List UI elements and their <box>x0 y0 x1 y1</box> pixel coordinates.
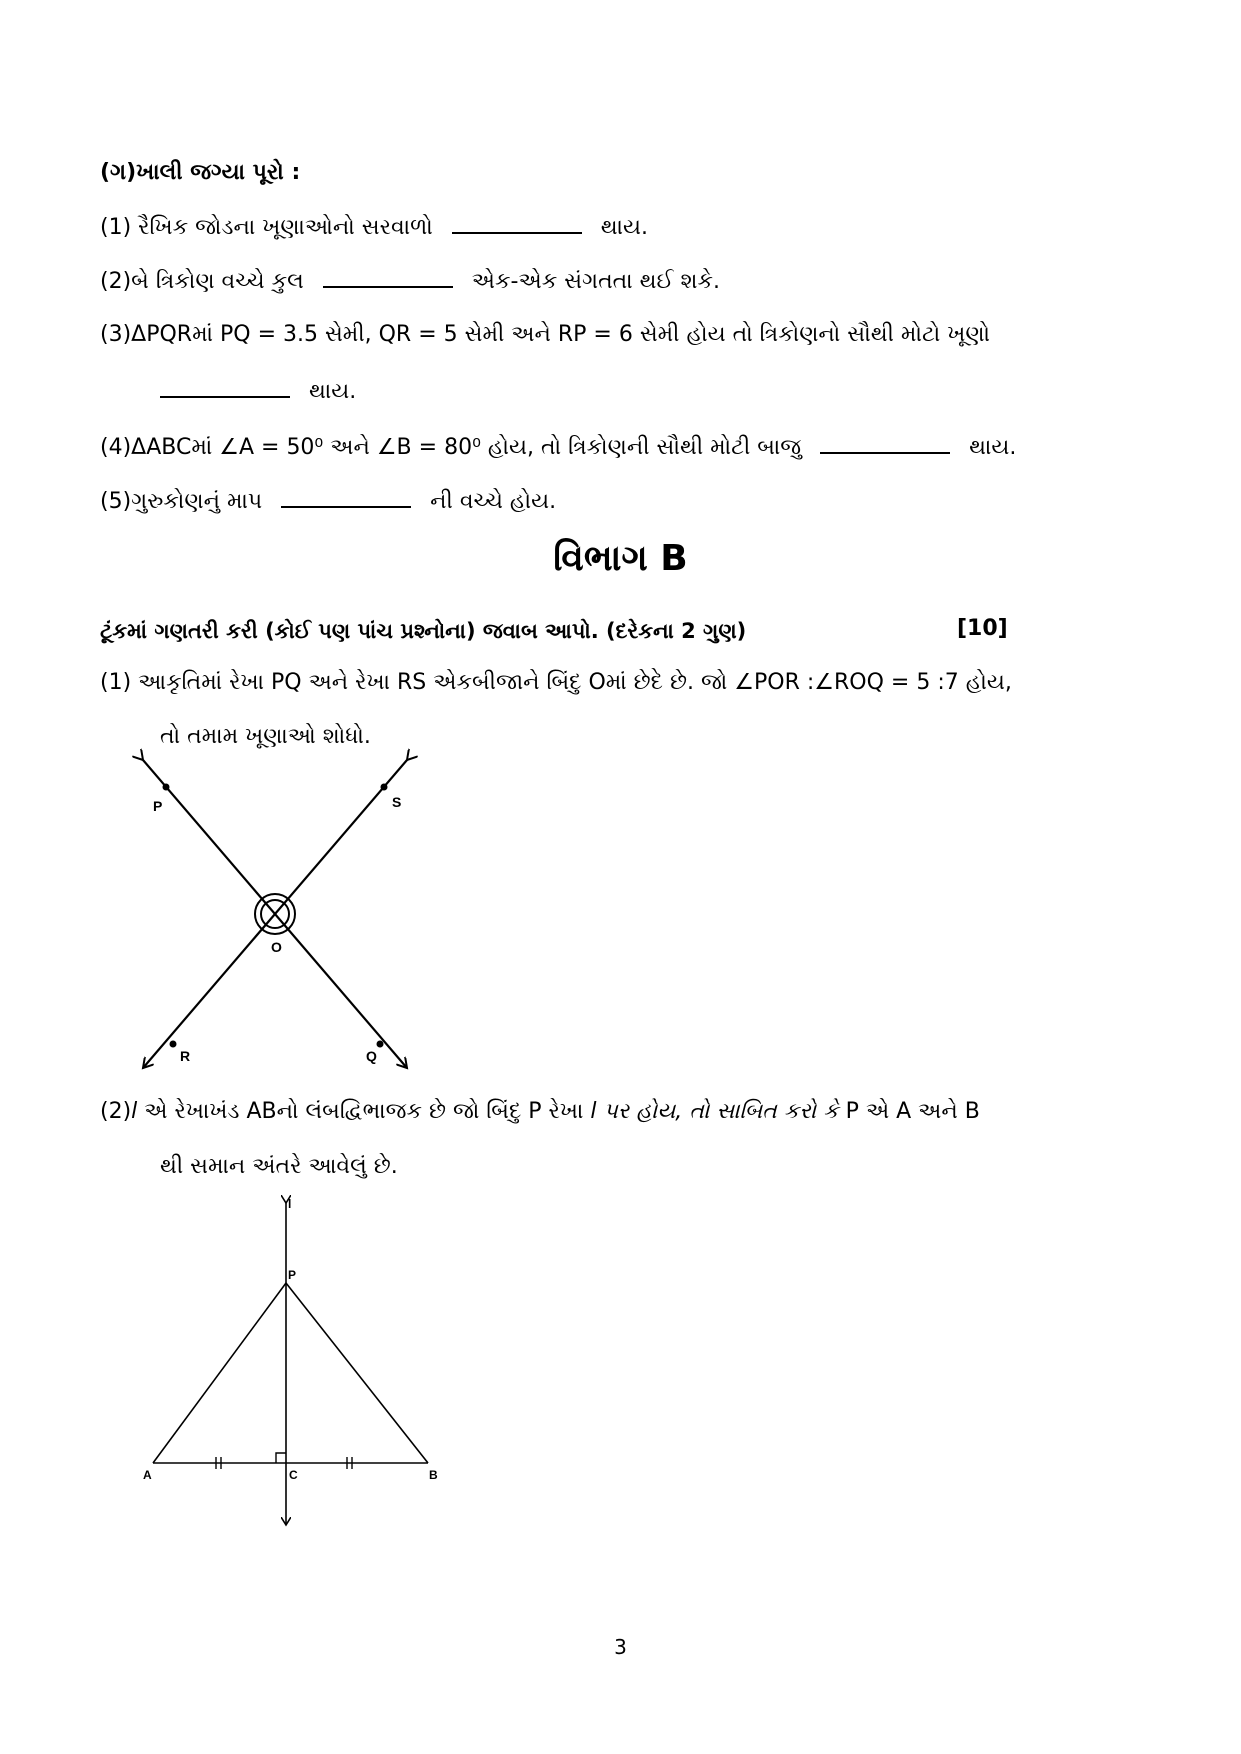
question-b1-line1: (1) આકૃતિમાં રેખા PQ અને રેખા RS એકબીજાને બિંદુ Oમાં છેદે છે. જો ∠POR :∠ROQ = 5 :7 હોય, <box>100 670 1012 695</box>
question-text: થાય. <box>969 435 1017 460</box>
question-text: એક-એક સંગતતા થઈ શકે. <box>471 269 720 294</box>
answer-blank <box>452 210 582 234</box>
section-b-heading: વિભાગ B <box>553 538 688 579</box>
question-c4 <box>100 430 1016 463</box>
label-b: B <box>429 1468 438 1482</box>
question-text: એ રેખાખંડ ABનો લંબદ્વિભાજક છે જો બિંદુ P રેખા <box>137 1099 591 1124</box>
segment-pb <box>286 1283 428 1463</box>
question-text: ની વચ્ચે હોય. <box>430 489 557 514</box>
page-number: 3 <box>614 1635 627 1659</box>
question-text: (4)ΔABCમાં ∠A = 50⁰ અને ∠B = 80⁰ હોય, તો ત્રિકોણની સૌથી મોટી બાજુ <box>100 435 802 460</box>
question-c5 <box>100 484 556 517</box>
answer-blank <box>281 484 411 508</box>
line-symbol: l <box>131 1099 138 1124</box>
label-p: P <box>288 1268 297 1282</box>
question-b1-line2: તો તમામ ખૂણાઓ શોધો. <box>160 724 371 749</box>
label-r: R <box>180 1048 191 1064</box>
question-text: P એ A અને B <box>838 1099 980 1124</box>
question-number: (2) <box>100 1099 132 1124</box>
point-r <box>170 1041 177 1048</box>
answer-blank <box>820 430 950 454</box>
point-q <box>377 1041 384 1048</box>
segment-pa <box>153 1283 286 1463</box>
label-l: l <box>288 1197 292 1211</box>
marks-label: [10] <box>957 616 1008 641</box>
answer-blank <box>160 374 290 398</box>
question-c3-line2 <box>160 374 356 407</box>
question-text: થાય. <box>309 379 357 404</box>
section-c-title: (ગ)ખાલી જગ્યા પૂરો : <box>100 160 301 185</box>
question-text: થાય. <box>600 215 649 240</box>
question-text: (5)ગુરુકોણનું માપ <box>100 489 263 514</box>
label-a: A <box>143 1468 152 1482</box>
label-c: C <box>289 1468 298 1482</box>
answer-blank <box>323 264 453 288</box>
question-c2 <box>100 264 720 297</box>
question-text: (2)બે ત્રિકોણ વચ્ચે કુલ <box>100 269 304 294</box>
label-p: P <box>153 798 163 814</box>
point-s <box>381 784 388 791</box>
question-b2-line1 <box>100 1097 980 1127</box>
question-c3-line1: (3)ΔPQRમાં PQ = 3.5 સેમી, QR = 5 સેમી અને RP = 6 સેમી હોય તો ત્રિકોણનો સૌથી મોટો ખૂણો <box>100 322 991 347</box>
label-q: Q <box>366 1048 377 1064</box>
question-b2-line2: થી સમાન અંતરે આવેલું છે. <box>160 1154 398 1179</box>
right-angle-mark <box>276 1453 286 1463</box>
question-text: (1) રૈખિક જોડના ખૂણાઓનો સરવાળો <box>100 215 433 240</box>
label-s: S <box>392 794 402 810</box>
perpendicular-bisector-figure <box>140 1195 460 1535</box>
point-p <box>163 784 170 791</box>
section-b-instruction: ટૂંકમાં ગણતરી કરી (કોઈ પણ પાંચ પ્રશ્નોના) જવાબ આપો. (દરેકના 2 ગુણ) <box>100 619 747 643</box>
question-c1 <box>100 210 648 243</box>
question-text-italic: l પર હોય, તો સાબિત કરો કે <box>590 1099 839 1124</box>
intersecting-lines-figure <box>130 755 420 1085</box>
label-o: O <box>271 939 282 955</box>
